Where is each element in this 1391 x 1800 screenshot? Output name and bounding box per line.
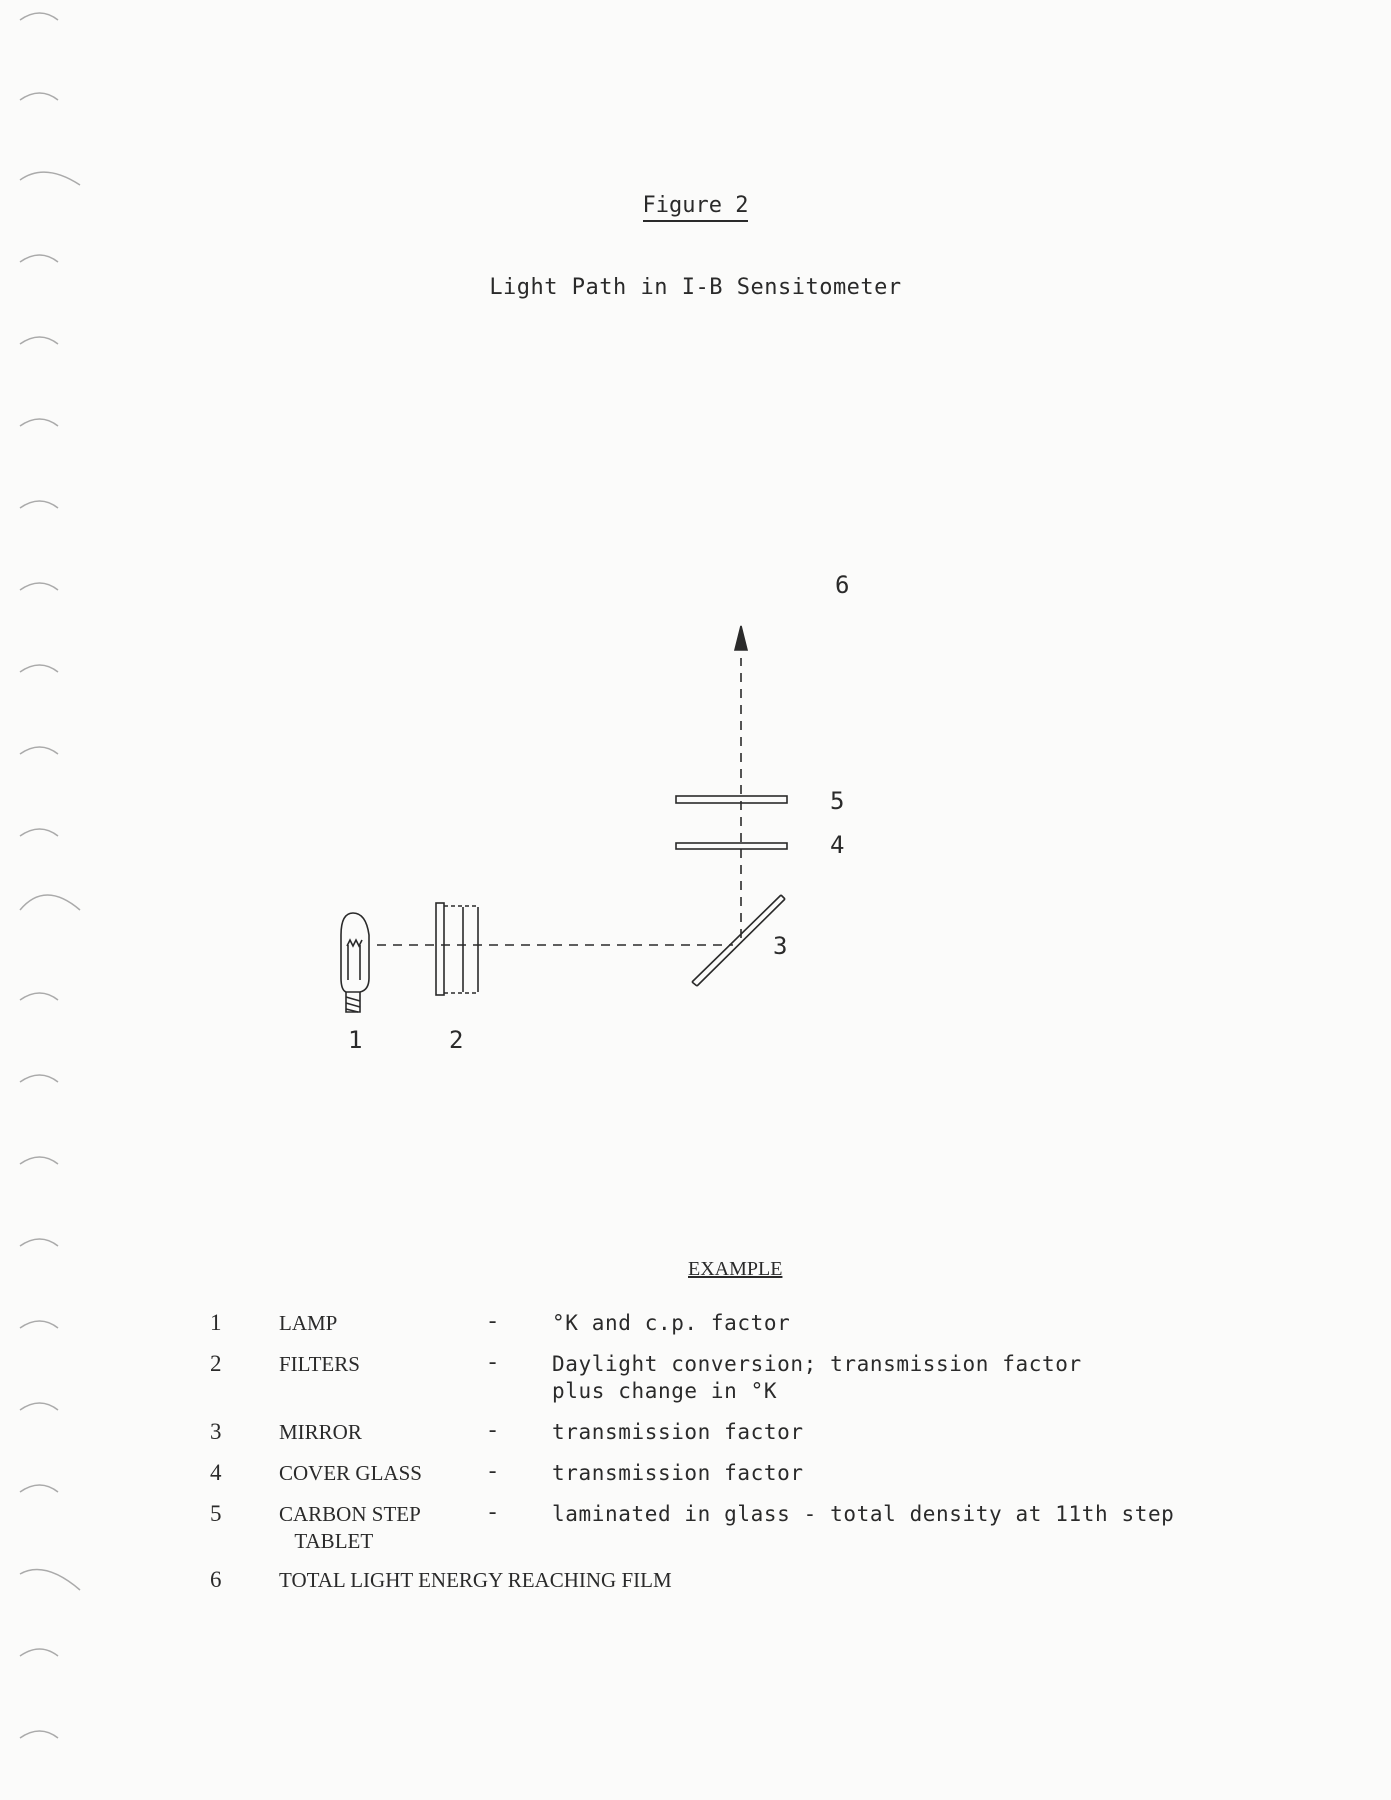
legend-dash: - <box>486 1310 500 1335</box>
mirror-icon <box>692 895 788 986</box>
legend-description: transmission factor <box>552 1420 804 1444</box>
figure-subtitle: Light Path in I-B Sensitometer <box>489 275 902 300</box>
label-6: 6 <box>835 571 850 599</box>
legend-description: transmission factor <box>552 1461 804 1485</box>
cover-glass-icon <box>676 843 787 849</box>
legend-dash: - <box>486 1419 500 1444</box>
carbon-step-tablet-icon <box>676 796 787 803</box>
legend-number: 6 <box>210 1567 222 1592</box>
legend-name: COVER GLASS <box>279 1461 422 1485</box>
lamp-icon <box>341 913 369 1012</box>
legend-number: 2 <box>210 1351 222 1376</box>
legend-number: 5 <box>210 1501 222 1526</box>
legend-number: 3 <box>210 1419 222 1444</box>
legend-description: °K and c.p. factor <box>552 1311 791 1335</box>
label-5: 5 <box>830 787 845 815</box>
legend-name: TOTAL LIGHT ENERGY REACHING FILM <box>279 1568 672 1592</box>
label-4: 4 <box>830 831 845 859</box>
legend-description: Daylight conversion; transmission factor plus change in °K <box>552 1352 1082 1403</box>
legend-description: laminated in glass - total density at 11th step <box>552 1502 1175 1526</box>
figure-title: Figure 2 <box>0 193 1391 218</box>
label-2: 2 <box>449 1026 464 1054</box>
legend-dash: - <box>486 1501 500 1526</box>
legend-number: 1 <box>210 1310 222 1335</box>
legend-number: 4 <box>210 1460 222 1485</box>
filters-icon <box>436 903 478 995</box>
label-1: 1 <box>348 1026 363 1054</box>
legend-name: MIRROR <box>279 1420 362 1444</box>
legend-name: CARBON STEP TABLET <box>279 1502 421 1553</box>
arrow-head-icon <box>735 626 747 650</box>
example-heading: EXAMPLE <box>688 1258 783 1280</box>
legend-name: LAMP <box>279 1311 338 1335</box>
label-3: 3 <box>773 932 788 960</box>
legend-dash: - <box>486 1460 500 1485</box>
legend-dash: - <box>486 1351 500 1376</box>
legend-name: FILTERS <box>279 1352 360 1376</box>
